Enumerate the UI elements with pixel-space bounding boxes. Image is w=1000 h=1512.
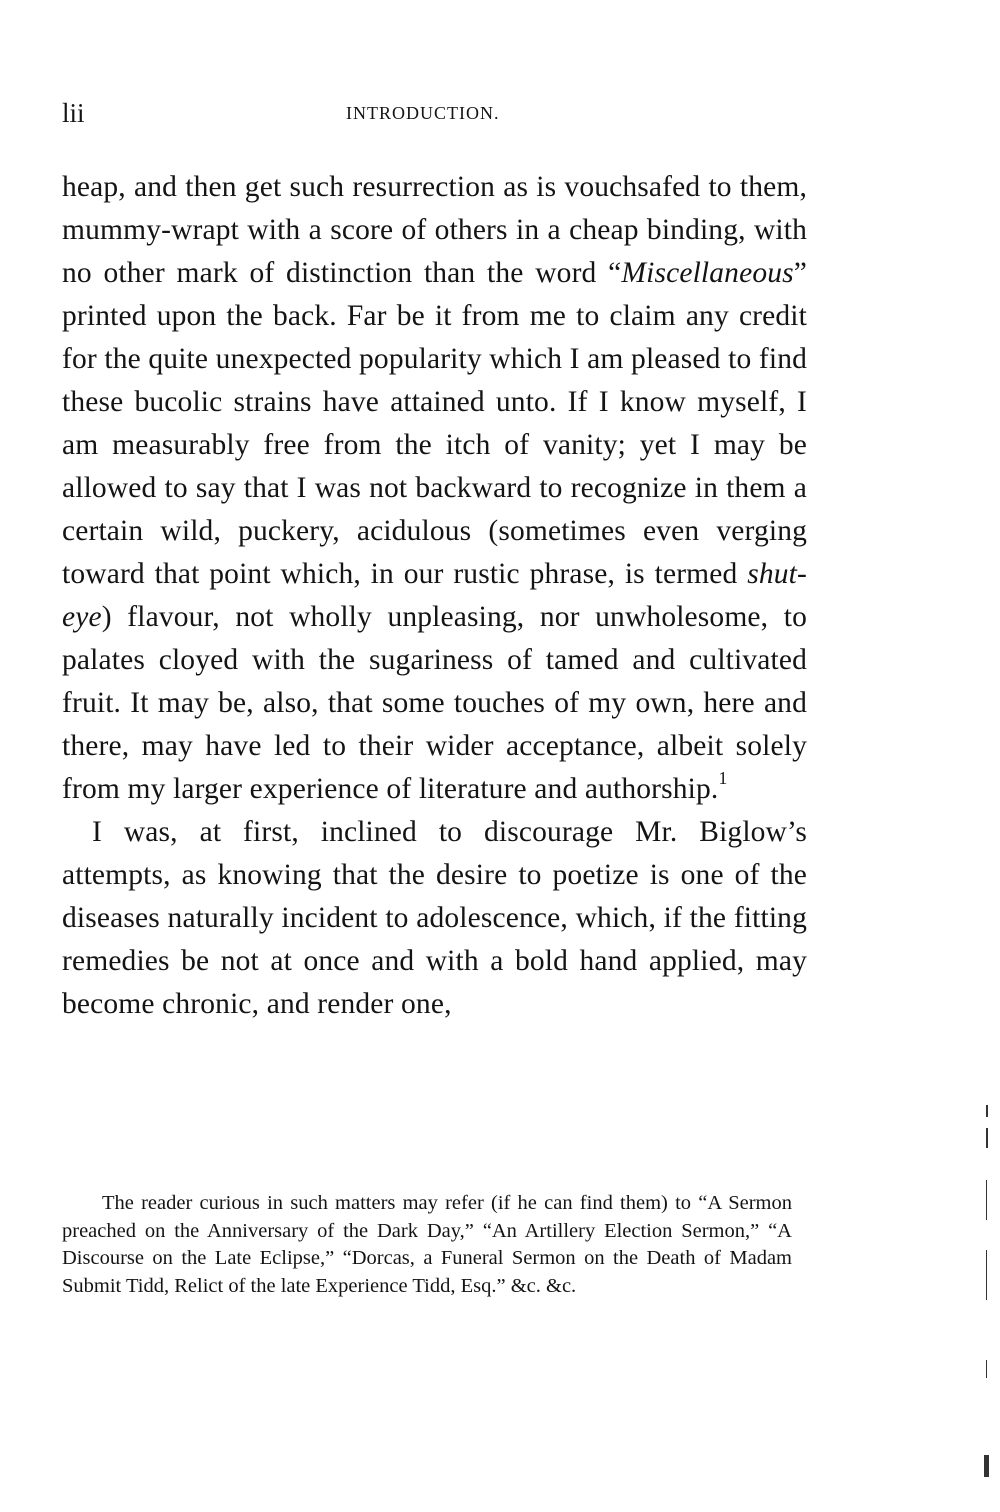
- text-run: heap, and then get such resurrection as is vouchsafed to them, mummy-wrapt with a score of others in a cheap binding, with no other mark of distinction than the word “: [62, 171, 807, 289]
- body-text: [62, 166, 807, 1026]
- footnote-marker: 1: [718, 767, 728, 788]
- page-number: lii: [62, 98, 85, 128]
- running-head: [62, 98, 862, 138]
- scan-edge-mark: [986, 1128, 988, 1148]
- text-run: ” printed upon the back. Far be it from me to claim any credit for the quite unexpected popularity which I am pleased to find these bucolic strains have attained unto. If I know myself, I am measurably free from the itch of vanity; yet I may be allowed to say that I was not backward to recognize in them a certain wild, puckery, acidulous (sometimes even verging toward that point which, in our rustic phrase, is termed: [62, 257, 807, 590]
- emphasis-text: Miscellaneous: [621, 257, 794, 289]
- scan-edge-mark: [986, 1250, 987, 1300]
- running-title: INTRODUCTION.: [346, 103, 500, 123]
- scan-edge-mark: [984, 1455, 989, 1477]
- paragraph: I was, at first, inclined to discourage Mr. Biglow’s attempts, as knowing that the desire to poetize is one of the diseases naturally incident to adolescence, which, if the fitting remedies be not at once and with a bold hand applied, may become chronic, and render one,: [62, 816, 807, 1020]
- scan-edge-mark: [986, 1180, 987, 1220]
- text-run: ) flavour, not wholly unpleasing, nor unwholesome, to palates cloyed with the sugariness of tamed and cultivated fruit. It may be, also, that some touches of my own, here and there, may have led to their wider acceptance, albeit solely from my larger experience of literature and authorship.: [62, 601, 807, 805]
- scan-edge-mark: [986, 1360, 987, 1378]
- scan-edge-mark: [986, 1105, 988, 1117]
- footnote: The reader curious in such matters may refer (if he can find them) to “A Sermon preached on the Anniversary of the Dark Day,” “An Artillery Election Sermon,” “A Discourse on the Late Eclipse,” “Dorcas, a Funeral Sermon on the Death of Madam Submit Tidd, Relict of the late Experience Tidd, Esq.” &c. &c.: [62, 1192, 792, 1297]
- emphasis-text: shut-eye: [62, 558, 807, 633]
- paragraph: [62, 166, 807, 811]
